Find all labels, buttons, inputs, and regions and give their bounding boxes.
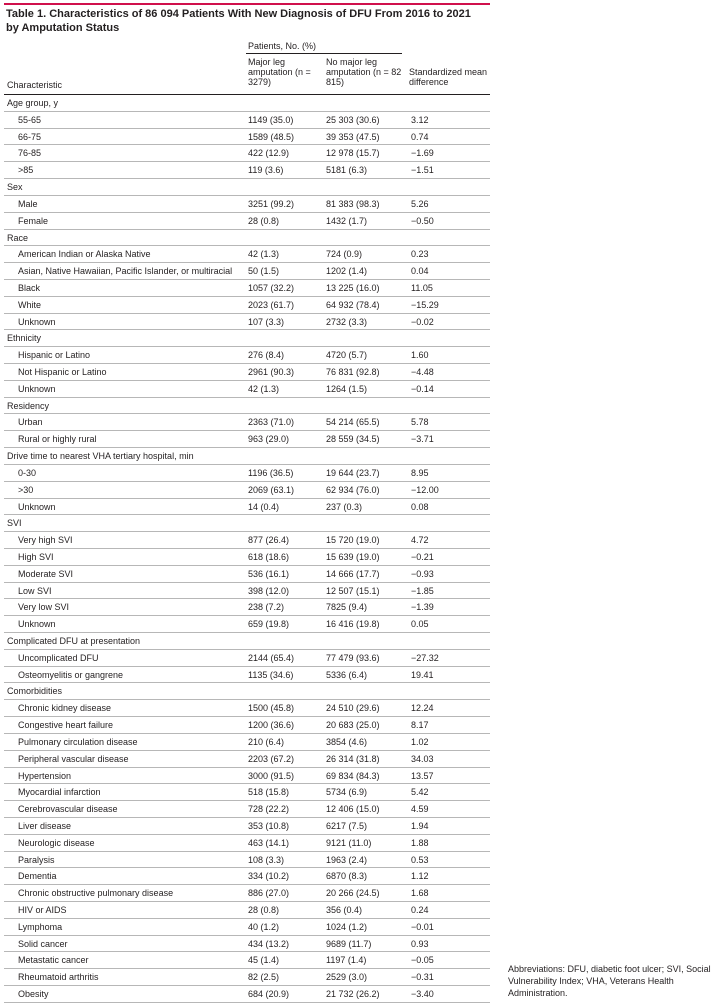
table-row bbox=[4, 549, 490, 566]
table-row bbox=[4, 599, 490, 616]
row-label: 66-75 bbox=[18, 131, 42, 142]
amputation-value: 3000 (91.5) bbox=[248, 770, 295, 781]
amputation-value: 42 (1.3) bbox=[248, 383, 280, 394]
amputation-value: 107 (3.3) bbox=[248, 316, 285, 327]
table-row bbox=[4, 818, 490, 835]
smd-value: 5.42 bbox=[411, 787, 429, 798]
smd-value: −3.71 bbox=[411, 434, 434, 445]
amputation-value: 422 (12.9) bbox=[248, 148, 290, 159]
row-label: Neurologic disease bbox=[18, 837, 95, 848]
table-row bbox=[4, 969, 490, 986]
table-row bbox=[4, 465, 490, 482]
no-amputation-value: 26 314 (31.8) bbox=[326, 753, 380, 764]
smd-value: 4.59 bbox=[411, 804, 429, 815]
table-row bbox=[4, 297, 490, 314]
smd-value: 0.24 bbox=[411, 905, 429, 915]
row-label: >85 bbox=[18, 165, 34, 176]
no-amputation-value: 12 507 (15.1) bbox=[326, 585, 380, 596]
row-label: Unknown bbox=[18, 619, 56, 630]
amputation-value: 684 (20.9) bbox=[248, 989, 290, 1000]
amputation-value: 108 (3.3) bbox=[248, 854, 285, 865]
table-title: Table 1. Characteristics of 86 094 Patients With New Diagnosis of DFU From 2016 to 2021 by Amputation Status bbox=[6, 8, 471, 34]
amputation-value: 1500 (45.8) bbox=[248, 703, 295, 714]
row-label: Chronic kidney disease bbox=[18, 703, 112, 714]
smd-value: −1.39 bbox=[411, 602, 434, 613]
amputation-value: 1196 (36.5) bbox=[248, 467, 294, 478]
category-row bbox=[4, 398, 490, 415]
no-amputation-value: 5336 (6.4) bbox=[326, 669, 368, 680]
row-label: HIV or AIDS bbox=[18, 905, 67, 915]
category-label: Sex bbox=[7, 182, 23, 193]
no-amputation-value: 20 683 (25.0) bbox=[326, 720, 380, 731]
category-label: Complicated DFU at presentation bbox=[7, 636, 141, 646]
row-label: Solid cancer bbox=[18, 938, 68, 949]
table-row bbox=[4, 583, 490, 600]
table-row bbox=[4, 112, 490, 129]
smd-value: 4.72 bbox=[411, 535, 429, 546]
smd-value: 1.94 bbox=[411, 820, 429, 831]
smd-value: 0.04 bbox=[411, 266, 429, 277]
amputation-value: 238 (7.2) bbox=[248, 602, 285, 613]
amputation-value: 210 (6.4) bbox=[248, 736, 285, 747]
smd-value: 0.05 bbox=[411, 619, 429, 630]
no-amputation-value: 20 266 (24.5) bbox=[326, 888, 380, 899]
amputation-value: 28 (0.8) bbox=[248, 215, 280, 226]
no-amputation-value: 1202 (1.4) bbox=[326, 266, 368, 277]
smd-value: −0.31 bbox=[411, 972, 434, 983]
table-row bbox=[4, 902, 490, 919]
category-label: Residency bbox=[7, 400, 50, 411]
no-amputation-value: 24 510 (29.6) bbox=[326, 703, 380, 714]
characteristics-table bbox=[4, 38, 490, 1003]
row-label: Pulmonary circulation disease bbox=[18, 736, 138, 747]
patients-header: Patients, No. (%) bbox=[248, 41, 317, 51]
smd-value: −3.40 bbox=[411, 989, 434, 1000]
amputation-value: 45 (1.4) bbox=[248, 955, 280, 966]
amputation-value: 82 (2.5) bbox=[248, 972, 280, 983]
table-row bbox=[4, 414, 490, 431]
table-row bbox=[4, 280, 490, 297]
smd-value: 34.03 bbox=[411, 753, 434, 764]
table-row bbox=[4, 246, 490, 263]
table-row bbox=[4, 431, 490, 448]
category-label: SVI bbox=[7, 518, 22, 529]
row-label: Chronic obstructive pulmonary disease bbox=[18, 888, 174, 899]
amputation-value: 886 (27.0) bbox=[248, 888, 290, 899]
table-row bbox=[4, 768, 490, 785]
table-row bbox=[4, 213, 490, 230]
table-row bbox=[4, 852, 490, 869]
category-row bbox=[4, 179, 490, 196]
smd-value: −27.32 bbox=[411, 652, 439, 663]
no-amputation-value: 9689 (11.7) bbox=[326, 938, 372, 949]
amputation-value: 40 (1.2) bbox=[248, 921, 280, 932]
no-amputation-value: 2529 (3.0) bbox=[326, 972, 368, 983]
no-amputation-value: 21 732 (26.2) bbox=[326, 989, 380, 1000]
smd-value: −12.00 bbox=[411, 484, 439, 495]
amputation-value: 119 (3.6) bbox=[248, 165, 284, 176]
row-label: 55-65 bbox=[18, 114, 42, 125]
table-row bbox=[4, 936, 490, 953]
table-row bbox=[4, 347, 490, 364]
row-label: Unknown bbox=[18, 383, 56, 394]
row-label: Obesity bbox=[18, 989, 49, 1000]
row-label: Not Hispanic or Latino bbox=[18, 367, 107, 377]
amputation-value: 334 (10.2) bbox=[248, 871, 290, 882]
row-label: Low SVI bbox=[18, 585, 52, 596]
smd-value: 1.88 bbox=[411, 837, 429, 848]
smd-value: −0.21 bbox=[411, 551, 434, 562]
amputation-value: 659 (19.8) bbox=[248, 619, 290, 630]
row-label: Cerebrovascular disease bbox=[18, 804, 118, 815]
row-label: Rural or highly rural bbox=[18, 434, 97, 445]
no-amputation-value: 77 479 (93.6) bbox=[326, 652, 380, 663]
table-row bbox=[4, 734, 490, 751]
no-amputation-value: 2732 (3.3) bbox=[326, 316, 368, 327]
title-accent-rule bbox=[4, 3, 490, 5]
row-label: Metastatic cancer bbox=[18, 955, 89, 966]
smd-value: −1.69 bbox=[411, 148, 434, 159]
table-row bbox=[4, 162, 490, 179]
table-row bbox=[4, 717, 490, 734]
row-label: Paralysis bbox=[18, 854, 55, 865]
amputation-value: 1149 (35.0) bbox=[248, 114, 294, 125]
table-row bbox=[4, 196, 490, 213]
row-label: High SVI bbox=[18, 551, 54, 562]
amputation-value: 3251 (99.2) bbox=[248, 198, 295, 209]
no-amputation-value: 1024 (1.2) bbox=[326, 921, 368, 932]
no-amputation-value: 13 225 (16.0) bbox=[326, 282, 380, 293]
row-label: Urban bbox=[18, 417, 43, 428]
no-amputation-value: 69 834 (84.3) bbox=[326, 770, 380, 781]
table-row bbox=[4, 499, 490, 516]
row-label: Male bbox=[18, 198, 38, 209]
row-label: White bbox=[18, 299, 42, 310]
amputation-value: 353 (10.8) bbox=[248, 820, 290, 831]
no-amputation-value: 4720 (5.7) bbox=[326, 350, 368, 361]
amputation-value: 1589 (48.5) bbox=[248, 131, 295, 142]
amputation-value: 398 (12.0) bbox=[248, 585, 290, 596]
category-label: Drive time to nearest VHA tertiary hospital, min bbox=[7, 451, 194, 462]
no-amputation-value: 81 383 (98.3) bbox=[326, 198, 380, 209]
no-amputation-value: 15 720 (19.0) bbox=[326, 535, 380, 546]
no-amputation-value: 1432 (1.7) bbox=[326, 215, 368, 226]
no-amputation-value: 12 406 (15.0) bbox=[326, 804, 380, 815]
table-body bbox=[4, 95, 490, 1003]
smd-value: 13.57 bbox=[411, 770, 434, 781]
row-label: Myocardial infarction bbox=[18, 787, 101, 798]
smd-value: −0.93 bbox=[411, 568, 434, 579]
amputation-value: 434 (13.2) bbox=[248, 938, 290, 949]
smd-value: −4.48 bbox=[411, 367, 434, 377]
table-row bbox=[4, 835, 490, 852]
no-amputation-value: 9121 (11.0) bbox=[326, 837, 372, 848]
amputation-value: 1135 (34.6) bbox=[248, 669, 294, 680]
smd-value: 0.93 bbox=[411, 938, 429, 949]
smd-value: 1.60 bbox=[411, 350, 429, 361]
row-label: 0-30 bbox=[18, 467, 37, 478]
smd-value: −1.51 bbox=[411, 165, 434, 176]
category-row bbox=[4, 515, 490, 532]
no-amputation-value: 76 831 (92.8) bbox=[326, 367, 380, 377]
no-amputation-value: 54 214 (65.5) bbox=[326, 417, 380, 428]
table-footnote: Abbreviations: DFU, diabetic foot ulcer; SVI, Social Vulnerability Index; VHA, Veterans Health Administration. bbox=[508, 964, 711, 998]
amputation-value: 2203 (67.2) bbox=[248, 753, 295, 764]
table-row bbox=[4, 381, 490, 398]
row-label: >30 bbox=[18, 484, 34, 495]
no-amputation-value: 1197 (1.4) bbox=[326, 955, 367, 966]
table-row bbox=[4, 784, 490, 801]
no-amputation-value: 16 416 (19.8) bbox=[326, 619, 380, 630]
no-amputation-value: 6870 (8.3) bbox=[326, 871, 368, 882]
characteristic-column-header: Characteristic bbox=[7, 80, 63, 90]
smd-column-header: Standardized mean difference bbox=[409, 67, 488, 87]
category-row bbox=[4, 330, 490, 347]
no-amputation-value: 5181 (6.3) bbox=[326, 165, 368, 176]
table-row bbox=[4, 314, 490, 331]
table-row bbox=[4, 145, 490, 162]
smd-value: 0.23 bbox=[411, 249, 429, 260]
amputation-value: 463 (14.1) bbox=[248, 837, 290, 848]
row-label: Female bbox=[18, 215, 49, 226]
no-amputation-column-header: No major leg amputation (n = 82 815) bbox=[326, 57, 402, 87]
table-row bbox=[4, 986, 490, 1003]
smd-value: 8.17 bbox=[411, 720, 429, 731]
table-row bbox=[4, 952, 490, 969]
amputation-value: 2069 (63.1) bbox=[248, 484, 295, 495]
no-amputation-value: 356 (0.4) bbox=[326, 905, 363, 915]
no-amputation-value: 7825 (9.4) bbox=[326, 602, 368, 613]
row-label: American Indian or Alaska Native bbox=[18, 249, 151, 260]
no-amputation-value: 19 644 (23.7) bbox=[326, 467, 380, 478]
smd-value: 0.08 bbox=[411, 501, 429, 512]
smd-value: 8.95 bbox=[411, 467, 429, 478]
table-row bbox=[4, 751, 490, 768]
row-label: Very low SVI bbox=[18, 602, 70, 613]
no-amputation-value: 39 353 (47.5) bbox=[326, 131, 380, 142]
amputation-value: 2363 (71.0) bbox=[248, 417, 295, 428]
row-label: Osteomyelitis or gangrene bbox=[18, 669, 124, 680]
amputation-value: 518 (15.8) bbox=[248, 787, 290, 798]
amputation-column-header: Major leg amputation (n = 3279) bbox=[248, 57, 311, 87]
row-label: Lymphoma bbox=[18, 921, 63, 932]
row-label: Unknown bbox=[18, 501, 56, 512]
amputation-value: 1057 (32.2) bbox=[248, 282, 295, 293]
smd-value: 5.26 bbox=[411, 198, 429, 209]
table-row bbox=[4, 885, 490, 902]
table-row bbox=[4, 667, 490, 684]
category-row bbox=[4, 683, 490, 700]
category-row bbox=[4, 633, 490, 650]
row-label: Liver disease bbox=[18, 820, 72, 831]
smd-value: 12.24 bbox=[411, 703, 434, 714]
smd-value: 11.05 bbox=[411, 282, 433, 293]
smd-value: −0.02 bbox=[411, 316, 434, 327]
table-row bbox=[4, 868, 490, 885]
amputation-value: 50 (1.5) bbox=[248, 266, 280, 277]
table-row bbox=[4, 919, 490, 936]
smd-value: 19.41 bbox=[411, 669, 434, 680]
table-row bbox=[4, 616, 490, 633]
amputation-value: 618 (18.6) bbox=[248, 551, 290, 562]
row-label: Uncomplicated DFU bbox=[18, 652, 99, 663]
amputation-value: 1200 (36.6) bbox=[248, 720, 295, 731]
row-label: Hypertension bbox=[18, 770, 72, 781]
no-amputation-value: 3854 (4.6) bbox=[326, 736, 368, 747]
smd-value: 1.68 bbox=[411, 888, 429, 899]
amputation-value: 2144 (65.4) bbox=[248, 652, 295, 663]
patients-header-rule bbox=[246, 53, 402, 54]
amputation-value: 2961 (90.3) bbox=[248, 367, 295, 377]
no-amputation-value: 14 666 (17.7) bbox=[326, 568, 380, 579]
amputation-value: 276 (8.4) bbox=[248, 350, 285, 361]
no-amputation-value: 1264 (1.5) bbox=[326, 383, 368, 394]
row-label: Moderate SVI bbox=[18, 568, 74, 579]
category-row bbox=[4, 230, 490, 247]
amputation-value: 28 (0.8) bbox=[248, 905, 280, 915]
smd-value: 0.53 bbox=[411, 854, 429, 865]
table-row bbox=[4, 801, 490, 818]
no-amputation-value: 64 932 (78.4) bbox=[326, 299, 380, 310]
no-amputation-value: 25 303 (30.6) bbox=[326, 114, 380, 125]
row-label: Dementia bbox=[18, 871, 57, 882]
row-label: Congestive heart failure bbox=[18, 720, 114, 731]
no-amputation-value: 28 559 (34.5) bbox=[326, 434, 380, 445]
category-label: Age group, y bbox=[7, 98, 59, 108]
no-amputation-value: 5734 (6.9) bbox=[326, 787, 368, 798]
table-row bbox=[4, 566, 490, 583]
smd-value: −0.50 bbox=[411, 215, 434, 226]
table-row bbox=[4, 263, 490, 280]
table-row bbox=[4, 700, 490, 717]
row-label: Unknown bbox=[18, 316, 56, 327]
table-row bbox=[4, 482, 490, 499]
amputation-value: 536 (16.1) bbox=[248, 568, 290, 579]
no-amputation-value: 237 (0.3) bbox=[326, 501, 363, 512]
table-header bbox=[4, 38, 490, 95]
smd-value: 1.02 bbox=[411, 736, 429, 747]
smd-value: 3.12 bbox=[411, 114, 429, 125]
amputation-value: 728 (22.2) bbox=[248, 804, 290, 815]
table-row bbox=[4, 650, 490, 667]
smd-value: 1.12 bbox=[411, 871, 429, 882]
no-amputation-value: 12 978 (15.7) bbox=[326, 148, 380, 159]
amputation-value: 877 (26.4) bbox=[248, 535, 290, 546]
no-amputation-value: 15 639 (19.0) bbox=[326, 551, 380, 562]
row-label: Black bbox=[18, 282, 41, 293]
smd-value: −0.05 bbox=[411, 955, 434, 966]
amputation-value: 963 (29.0) bbox=[248, 434, 290, 445]
smd-value: 0.74 bbox=[411, 131, 429, 142]
amputation-value: 14 (0.4) bbox=[248, 501, 280, 512]
table-row bbox=[4, 129, 490, 146]
row-label: Peripheral vascular disease bbox=[18, 753, 129, 764]
smd-value: −15.29 bbox=[411, 299, 439, 310]
no-amputation-value: 6217 (7.5) bbox=[326, 820, 368, 831]
table-row bbox=[4, 532, 490, 549]
category-row bbox=[4, 448, 490, 465]
smd-value: 5.78 bbox=[411, 417, 429, 428]
amputation-value: 42 (1.3) bbox=[248, 249, 280, 260]
amputation-value: 2023 (61.7) bbox=[248, 299, 295, 310]
row-label: Hispanic or Latino bbox=[18, 350, 91, 361]
row-label: Asian, Native Hawaiian, Pacific Islander, or multiracial bbox=[18, 266, 233, 277]
smd-value: −0.01 bbox=[411, 921, 434, 932]
table-row bbox=[4, 364, 490, 381]
category-label: Ethnicity bbox=[7, 333, 42, 344]
category-row bbox=[4, 95, 490, 112]
smd-value: −0.14 bbox=[411, 383, 434, 394]
no-amputation-value: 724 (0.9) bbox=[326, 249, 363, 260]
no-amputation-value: 1963 (2.4) bbox=[326, 854, 368, 865]
category-label: Comorbidities bbox=[7, 686, 63, 697]
row-label: Rheumatoid arthritis bbox=[18, 972, 99, 983]
row-label: 76-85 bbox=[18, 148, 42, 159]
category-label: Race bbox=[7, 232, 29, 243]
smd-value: −1.85 bbox=[411, 585, 434, 596]
no-amputation-value: 62 934 (76.0) bbox=[326, 484, 380, 495]
row-label: Very high SVI bbox=[18, 535, 73, 546]
